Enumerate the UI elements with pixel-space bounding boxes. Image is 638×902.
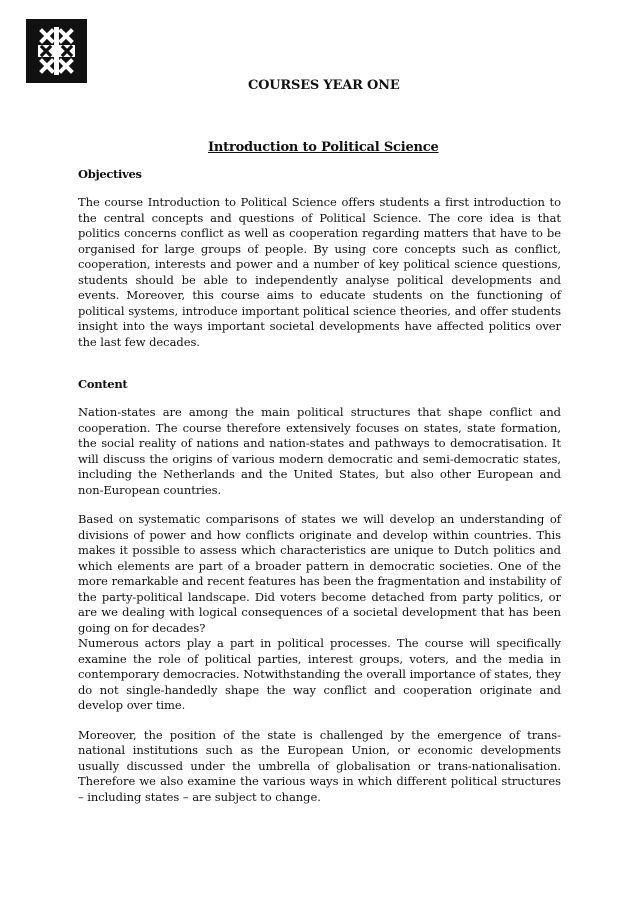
course-title: Introduction to Political Science: [208, 140, 439, 155]
content-paragraph: Moreover, the position of the state is challenged by the emergence of trans-national institutions such as the European Union, or economic developments usually discussed under the umbrella of globalisation or trans-nationalisation. Therefore we also examine the various ways in which different political structures – including states – are subject to change.: [78, 727, 561, 804]
content-section: [78, 377, 561, 805]
content-paragraph: Numerous actors play a part in political processes. The course will specifically examine the role of political parties, interest groups, voters, and the media in contemporary democracies. Notwithstanding the overall importance of states, they do not single-handedly shape the way conflict and cooperation originate and develop over time.: [78, 636, 561, 712]
content-paragraph: Based on systematic comparisons of states we will develop an understanding of divisions of power and how conflicts originate and develop within countries. This makes it possible to assess which characteristics are unique to Dutch politics and which elements are part of a broader pattern in democratic societies. One of the more remarkable and recent features has been the fragmentation and instability of the party-political landscape. Did voters become detached from party politics, or are we dealing with logical consequences of a societal development that has been going on for decades?: [78, 512, 561, 635]
university-logo: [26, 19, 87, 83]
objectives-section: [78, 167, 561, 350]
document-heading: COURSES YEAR ONE: [248, 78, 400, 93]
objectives-paragraph: The course Introduction to Political Science offers students a first introduction to the central concepts and questions of Political Science. The core idea is that politics concerns conflict as well as cooperation regarding matters that have to be organised for large groups of people. By using core concepts such as conflict, cooperation, interests and power and a number of key political science questions, students should be able to independently analyse political developments and events. Moreover, this course aims to educate students on the functioning of political systems, introduce important political science theories, and offer students insight into the ways important societal developments have affected politics over the last few decades.: [78, 195, 561, 349]
section-heading-content: Content: [78, 377, 128, 391]
university-of-amsterdam-crest-icon: [26, 19, 87, 83]
section-heading-objectives: Objectives: [78, 167, 142, 181]
document-body: [78, 167, 561, 805]
content-paragraph: Nation-states are among the main political structures that shape conflict and cooperation. The course therefore extensively focuses on states, state formation, the social reality of nations and nation-states and pathways to democratisation. It will discuss the origins of various modern democratic and semi-democratic states, including the Netherlands and the United States, but also other European and non-European countries.: [78, 405, 561, 497]
